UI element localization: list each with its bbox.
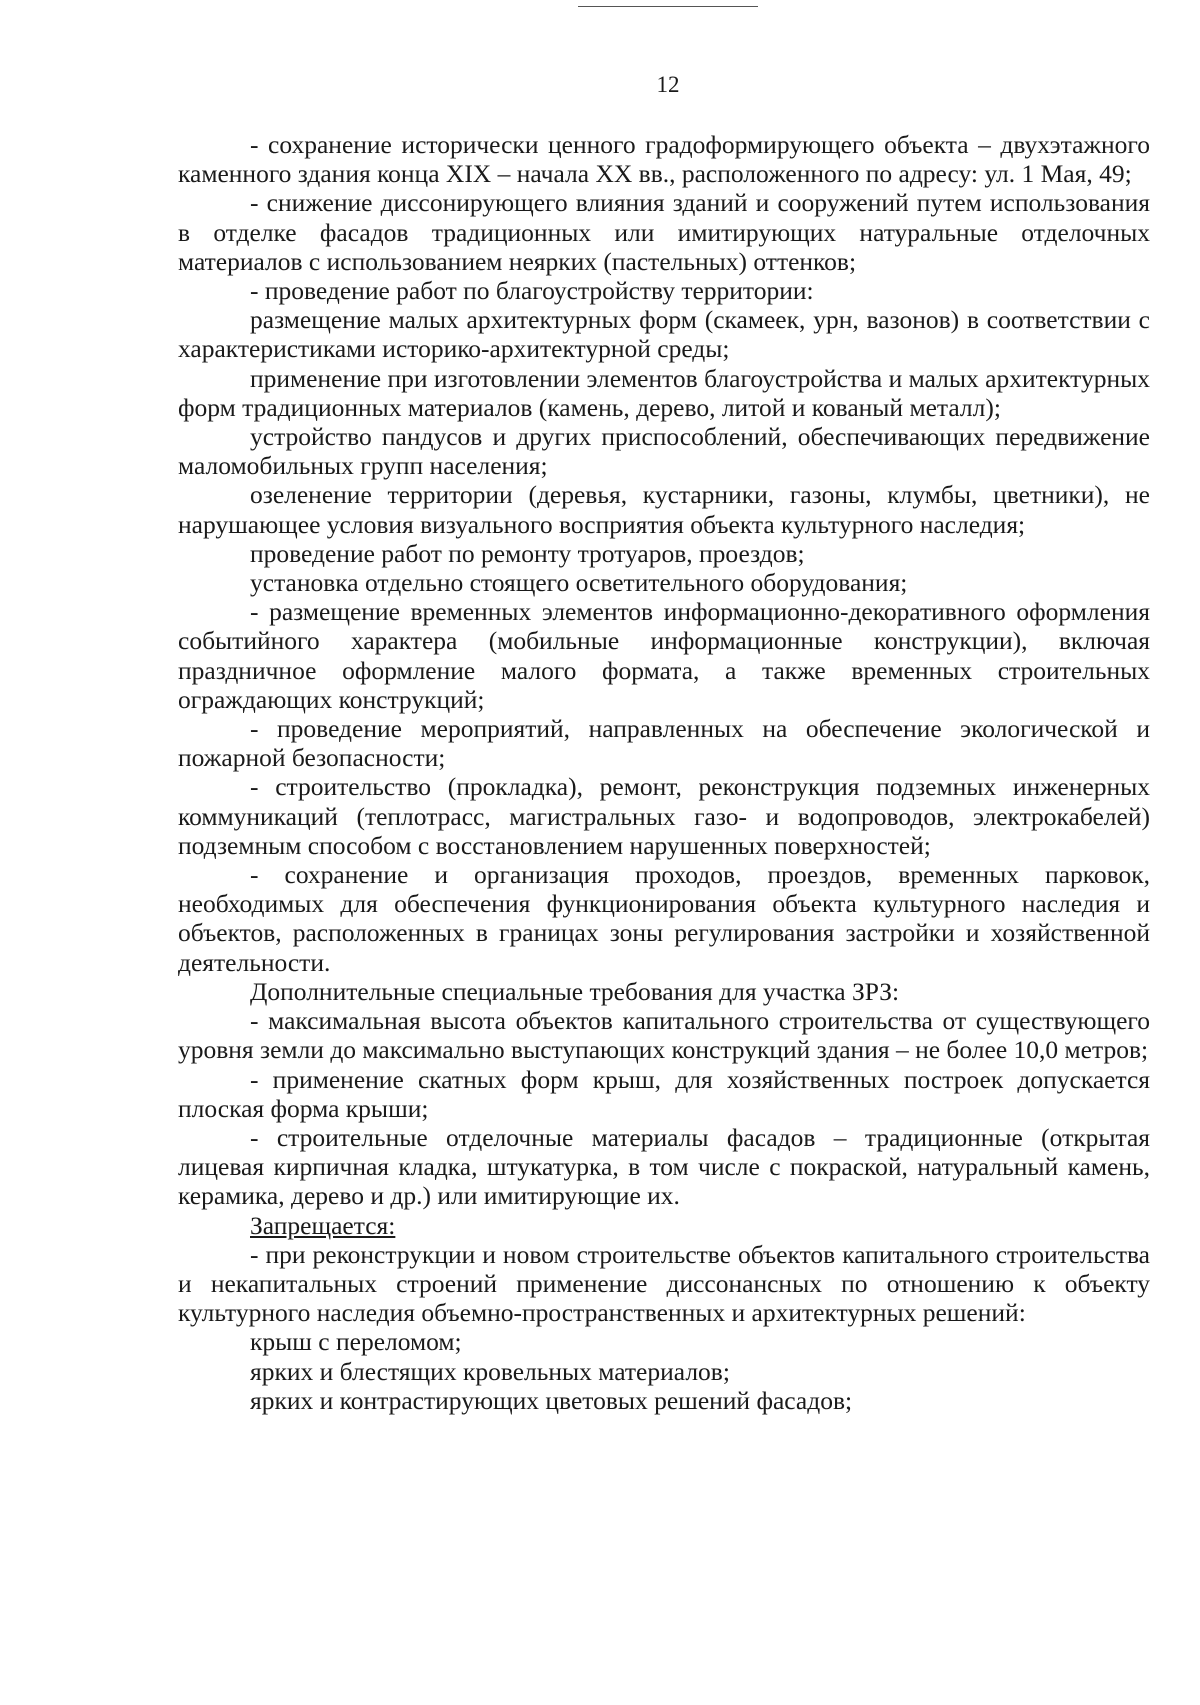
paragraph: установка отдельно стоящего осветительного оборудования; xyxy=(250,568,908,598)
paragraph: - снижение диссонирующего влияния зданий и сооружений путем использования в отделке фасадов традиционных или имитирующих натуральные отделочных материалов с использованием неярких (пастельных) оттенков; xyxy=(178,188,1150,276)
paragraph: - строительство (прокладка), ремонт, реконструкция подземных инженерных коммуникаций (теплотрасс, магистральных газо- и водопроводов, электрокабелей) подземным способом с восстановлением нарушенных поверхностей; xyxy=(178,772,1150,860)
paragraph: размещение малых архитектурных форм (скамеек, урн, вазонов) в соответствии с характеристиками историко-архитектурной среды; xyxy=(178,305,1150,364)
page-number: 12 xyxy=(656,72,680,97)
paragraph: ярких и контрастирующих цветовых решений фасадов; xyxy=(250,1385,853,1415)
paragraph: применение при изготовлении элементов благоустройства и малых архитектурных форм традиционных материалов (камень, дерево, литой и кованый металл); xyxy=(178,363,1150,422)
paragraph: - проведение мероприятий, направленных на обеспечение экологической и пожарной безопасности; xyxy=(178,714,1150,773)
paragraph: крыш с переломом; xyxy=(250,1327,462,1357)
prohibited-heading-text: Запрещается: xyxy=(250,1210,396,1240)
paragraph: устройство пандусов и других приспособлений, обеспечивающих передвижение маломобильных групп населения; xyxy=(178,422,1150,481)
paragraph: - сохранение и организация проходов, проездов, временных парковок, необходимых для обеспечения функционирования объекта культурного наследия и объектов, расположенных в границах зоны регулирования застройки и хозяйственной деятельности. xyxy=(178,860,1150,977)
paragraph: ярких и блестящих кровельных материалов; xyxy=(250,1356,730,1386)
paragraph: - размещение временных элементов информационно-декоративного оформления событийного характера (мобильные информационные конструкции), включая праздничное оформление малого формата, а также временных строительных ограждающих конструкций; xyxy=(178,597,1150,714)
paragraph: - максимальная высота объектов капитального строительства от существующего уровня земли до максимально выступающих конструкций здания – не более 10,0 метров; xyxy=(178,1006,1150,1065)
document-body xyxy=(178,130,1150,1415)
paragraph: - применение скатных форм крыш, для хозяйственных построек допускается плоская форма крыши; xyxy=(178,1064,1150,1123)
paragraph: проведение работ по ремонту тротуаров, проездов; xyxy=(250,538,805,568)
paragraph: - строительные отделочные материалы фасадов – традиционные (открытая лицевая кирпичная кладка, штукатурка, в том числе с покраской, натуральный камень, керамика, дерево и др.) или имитирующие их. xyxy=(178,1122,1150,1211)
section-heading: Дополнительные специальные требования для участка ЗРЗ: xyxy=(250,976,900,1006)
top-rule xyxy=(578,6,758,7)
prohibited-heading xyxy=(178,1211,1150,1240)
paragraph: - проведение работ по благоустройству территории: xyxy=(250,276,814,306)
paragraph: - сохранение исторически ценного градоформирующего объекта – двухэтажного каменного здания конца XIX – начала XX вв., расположенного по адресу: ул. 1 Мая, 49; xyxy=(178,130,1150,189)
paragraph: озеленение территории (деревья, кустарники, газоны, клумбы, цветники), не нарушающее условия визуального восприятия объекта культурного наследия; xyxy=(178,480,1150,539)
paragraph: - при реконструкции и новом строительстве объектов капитального строительства и некапитальных строений применение диссонансных по отношению к объекту культурного наследия объемно-пространственных и архитектурных решений: xyxy=(178,1239,1150,1328)
